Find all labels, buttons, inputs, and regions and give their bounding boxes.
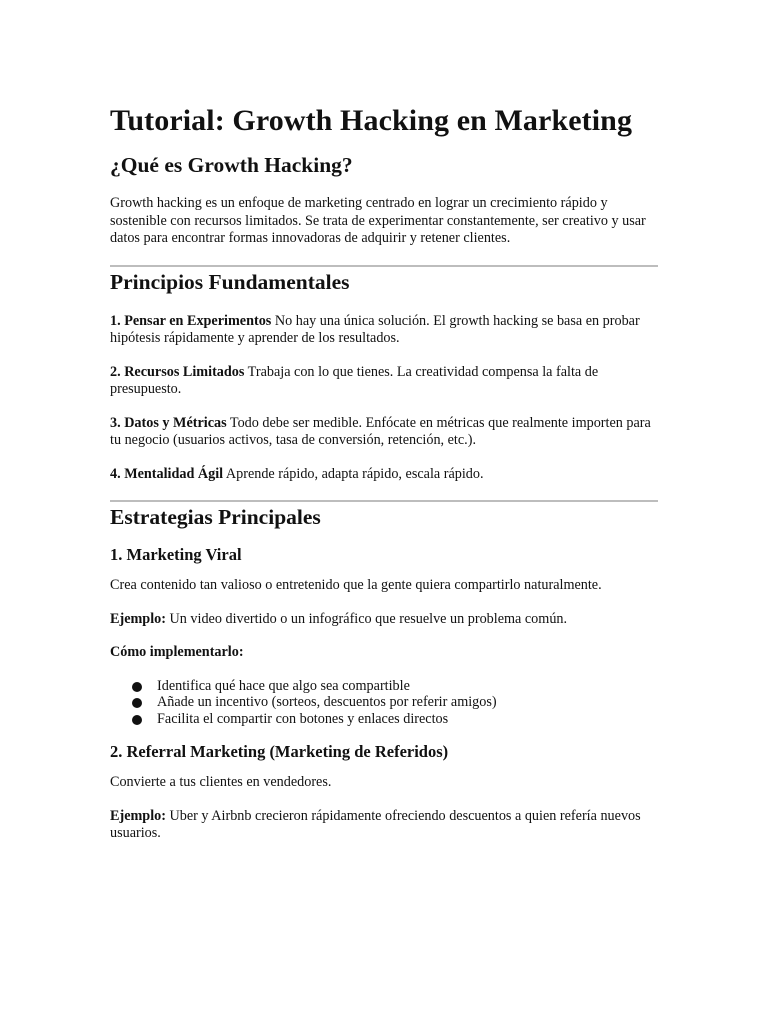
how-label-text: Cómo implementarlo: bbox=[110, 644, 244, 660]
list-item bbox=[132, 711, 658, 728]
list-item bbox=[132, 678, 658, 695]
viral-bullet-list bbox=[110, 678, 658, 728]
principle-label: 2. Recursos Limitados bbox=[110, 363, 245, 380]
principle-item-2 bbox=[110, 364, 658, 399]
principle-text: Aprende rápido, adapta rápido, escala rápido. bbox=[223, 465, 484, 482]
principle-label: 3. Datos y Métricas bbox=[110, 414, 227, 431]
list-item-text: Facilita el compartir con botones y enlaces directos bbox=[157, 710, 449, 727]
example-label: Ejemplo: bbox=[110, 807, 166, 824]
bullet-icon bbox=[132, 682, 142, 692]
example-text: Uber y Airbnb crecieron rápidamente ofreciendo descuentos a quien refería nuevos usuarios. bbox=[110, 807, 641, 841]
bullet-icon bbox=[132, 715, 142, 725]
referral-heading: 2. Referral Marketing (Marketing de Referidos) bbox=[110, 742, 449, 761]
principle-label: 4. Mentalidad Ágil bbox=[110, 465, 224, 482]
bullet-icon bbox=[132, 698, 142, 708]
example-text: Un video divertido o un infográfico que resuelve un problema común. bbox=[165, 610, 568, 627]
referral-body: Convierte a tus clientes en vendedores. bbox=[110, 774, 332, 790]
viral-body: Crea contenido tan valioso o entretenido que la gente quiera compartirlo naturalmente. bbox=[110, 577, 602, 593]
principles-heading: Principios Fundamentales bbox=[110, 269, 350, 294]
viral-how-label bbox=[110, 644, 658, 662]
principle-label: 1. Pensar en Experimentos bbox=[110, 312, 272, 329]
list-item bbox=[132, 694, 658, 711]
list-item-text: Identifica qué hace que algo sea compartible bbox=[157, 677, 410, 694]
principle-item-4 bbox=[110, 466, 658, 484]
example-label: Ejemplo: bbox=[110, 610, 166, 627]
viral-example bbox=[110, 611, 658, 629]
what-is-heading: ¿Qué es Growth Hacking? bbox=[110, 153, 353, 177]
principle-item-3 bbox=[110, 415, 658, 450]
strategies-heading: Estrategias Principales bbox=[110, 505, 321, 529]
principle-text: No hay una única solución. El growth hacking se basa en probar hipótesis rápidamente y aprender de los resultados. bbox=[110, 312, 640, 346]
page-title: Tutorial: Growth Hacking en Marketing bbox=[110, 104, 633, 137]
referral-example bbox=[110, 808, 658, 843]
principle-text: Todo debe ser medible. Enfócate en métricas que realmente importen para tu negocio (usuarios activos, tasa de conversión, retención, etc.). bbox=[110, 414, 651, 448]
what-is-body: Growth hacking es un enfoque de marketing centrado en lograr un crecimiento rápido y sostenible con recursos limitados. Se trata de experimentar constantemente, ser creativo y usar datos para encontrar formas innovadoras de adquirir y retener clientes. bbox=[110, 195, 646, 246]
principle-item-1 bbox=[110, 313, 658, 348]
principle-text: Trabaja con lo que tienes. La creatividad compensa la falta de presupuesto. bbox=[110, 363, 599, 397]
viral-heading: 1. Marketing Viral bbox=[110, 545, 242, 564]
list-item-text: Añade un incentivo (sorteos, descuentos por referir amigos) bbox=[157, 694, 497, 710]
